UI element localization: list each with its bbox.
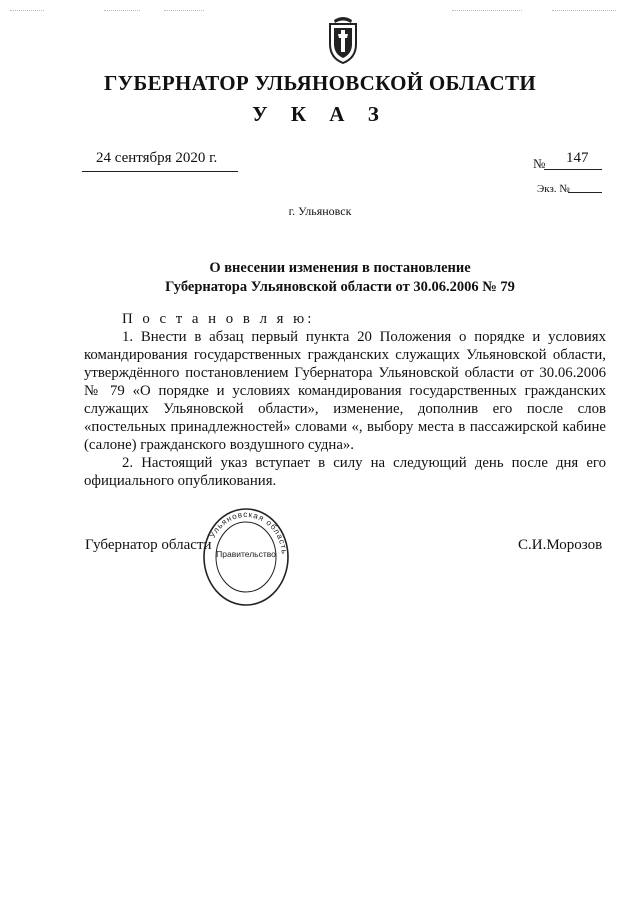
copy-number-underline	[568, 192, 602, 193]
city-name: г. Ульяновск	[288, 204, 352, 218]
scan-artifact	[10, 10, 44, 12]
stamp-ring-text: Ульяновская область	[207, 509, 289, 556]
date-underline	[82, 171, 238, 172]
document-type-title: У К А З	[252, 102, 388, 126]
decree-word: П о с т а н о в л я ю:	[122, 311, 315, 327]
stamp-center-text: Правительство	[216, 549, 276, 559]
decree-item-2: 2. Настоящий указ вступает в силу на следующий день после дня его официального опубликования.	[84, 455, 606, 489]
number-sign: №	[533, 156, 546, 171]
scan-artifact	[552, 10, 616, 12]
heading-line-2: Губернатора Ульяновской области от 30.06.2006 № 79	[165, 279, 515, 295]
number-underline	[544, 169, 602, 170]
issuing-authority-title: ГУБЕРНАТОР УЛЬЯНОВСКОЙ ОБЛАСТИ	[104, 71, 536, 95]
heading-line-1: О внесении изменения в постановление	[209, 260, 471, 276]
signatory-position: Губернатор области	[85, 537, 212, 553]
scan-artifact	[452, 10, 522, 12]
signatory-name: С.И.Морозов	[518, 537, 603, 553]
document-date: 24 сентября 2020 г.	[96, 150, 218, 166]
coat-of-arms-icon	[326, 14, 360, 64]
decree-item-1: 1. Внести в абзац первый пункта 20 Положения о порядке и условиях командирования государственных гражданских служащих Ульяновской области, утверждённого постановлением Губернатора Ульяновской области от 30.06.2006 № 79 «О порядке и условиях командирования государственных гражданских служащих Ульяновской области», изменение, дополнив его после слов «постельных принадлежностей» словами «, выбору места в пассажирской кабине (салоне) гражданского воздушного судна».	[84, 329, 606, 453]
scan-artifact	[104, 10, 140, 12]
decree-heading	[100, 259, 580, 297]
document-number: 147	[566, 150, 589, 166]
official-stamp	[202, 505, 290, 609]
scan-artifact	[164, 10, 204, 12]
decree-body	[84, 310, 606, 490]
copy-number-label: Экз. №	[537, 183, 570, 195]
